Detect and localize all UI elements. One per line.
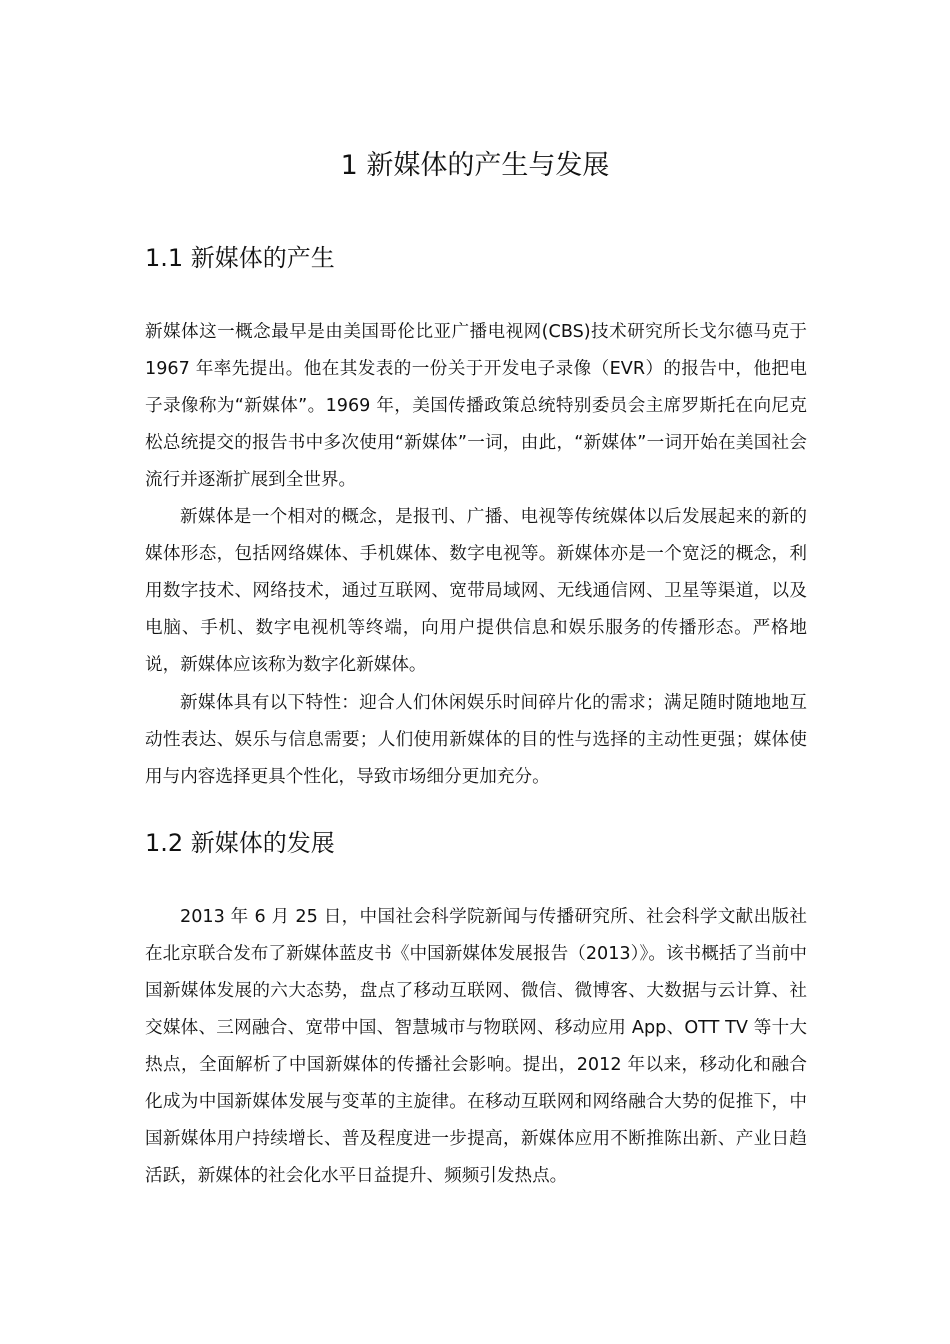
section-title-1-2: 1.2 新媒体的发展 [145,829,335,857]
paragraph-1-1-1: 新媒体这一概念最早是由美国哥伦比亚广播电视网(CBS)技术研究所长戈尔德马克于 1967 年率先提出。他在其发表的一份关于开发电子录像（EVR）的报告中，他把电子录像称为“新媒体”。1969 年，美国传播政策总统特别委员会主席罗斯托在向尼克松总统提交的报告书中多次使用“新媒体”一词，由此，“新媒体”一词开始在美国社会流行并逐渐扩展到全世界。 [145,322,807,490]
chapter-title: 1 新媒体的产生与发展 [340,150,610,181]
paragraph-1-2-1: 2013 年 6 月 25 日，中国社会科学院新闻与传播研究所、社会科学文献出版社在北京联合发布了新媒体蓝皮书《中国新媒体发展报告（2013）》。该书概括了当前中国新媒体发展的六大态势，盘点了移动互联网、微信、微博客、大数据与云计算、社交媒体、三网融合、宽带中国、智慧城市与物联网、移动应用 App、OTT TV 等十大热点，全面解析了中国新媒体的传播社会影响。提出，2012 年以来，移动化和融合化成为中国新媒体发展与变革的主旋律。在移动互联网和网络融合大势的促推下，中国新媒体用户持续增长、普及程度进一步提高，新媒体应用不断推陈出新、产业日趋活跃，新媒体的社会化水平日益提升、频频引发热点。 [145,907,807,1186]
section-title-1-1: 1.1 新媒体的产生 [145,244,335,272]
paragraph-1-1-3: 新媒体具有以下特性：迎合人们休闲娱乐时间碎片化的需求；满足随时随地地互动性表达、娱乐与信息需要；人们使用新媒体的目的性与选择的主动性更强；媒体使用与内容选择更具个性化，导致市场细分更加充分。 [145,693,807,787]
paragraph-1-1-2: 新媒体是一个相对的概念，是报刊、广播、电视等传统媒体以后发展起来的新的媒体形态，包括网络媒体、手机媒体、数字电视等。新媒体亦是一个宽泛的概念，利用数字技术、网络技术，通过互联网、宽带局域网、无线通信网、卫星等渠道，以及电脑、手机、数字电视机等终端，向用户提供信息和娱乐服务的传播形态。严格地说，新媒体应该称为数字化新媒体。 [145,507,807,675]
